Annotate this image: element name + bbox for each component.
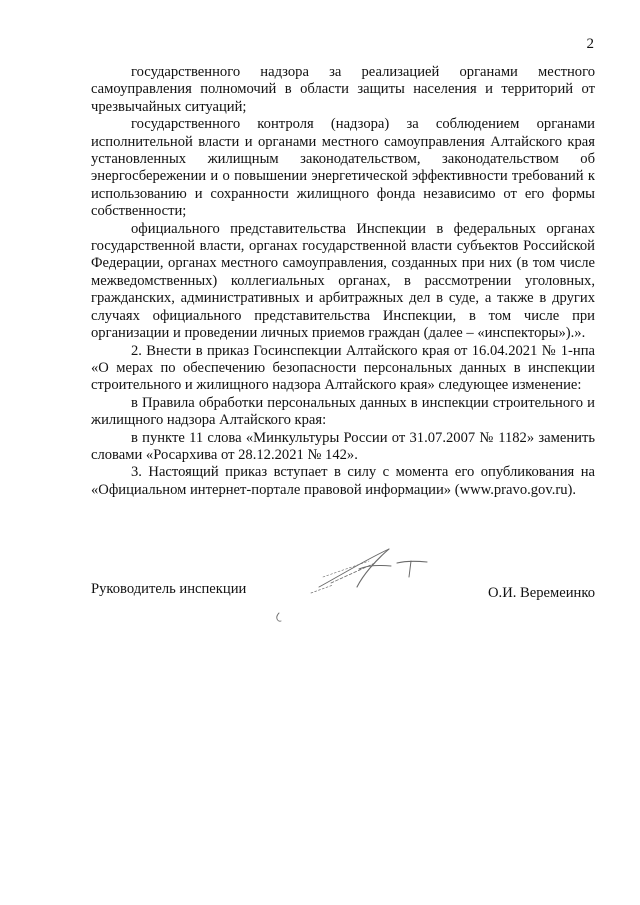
page-number: 2 (586, 36, 594, 52)
paragraph-item-2: 2. Внести в приказ Госинспекции Алтайского края от 16.04.2021 № 1-нпа «О мерах по обеспечению безопасности персональных данных в инспекции строительного и жилищного надзора Алтайского края» следующее изменение: (91, 342, 595, 394)
paragraph-official-representation: официального представительства Инспекции в федеральных органах государственной власти, органах государственной власти субъектов Российской Федерации, органах местного самоуправления, созданных при них (в том числе межведомственных) коллегиальных органах, в рассмотрении уголовных, гражданских, административных и арбитражных дел в суде, а также в других случаях официального представительства Инспекции, в том числе при организации и проведении личных приемов граждан (далее – «инспекторы»).». (91, 220, 595, 342)
paragraph-item-3: 3. Настоящий приказ вступает в силу с момента его опубликования на «Официальном интернет-портале правовой информации» (www.pravo.gov.ru). (91, 464, 595, 498)
paragraph-rules-amendment: в Правила обработки персональных данных в инспекции строительного и жилищного надзора Алтайского края: (91, 394, 595, 429)
paragraph-supervision-emergencies: государственного надзора за реализацией органами местного самоуправления полномочий в области защиты населения и территорий от чрезвычайных ситуаций; (91, 64, 595, 115)
signatory-title: Руководитель инспекции (91, 581, 247, 597)
signature-block (91, 575, 595, 635)
paragraph-clause-11: в пункте 11 слова «Минкультуры России от 31.07.2007 № 1182» заменить словами «Росархива от 28.12.2021 № 142». (91, 429, 595, 463)
paragraph-housing-control: государственного контроля (надзора) за соблюдением органами исполнительной власти и органами местного самоуправления Алтайского края установленных жилищным законодательством, законодательством об энергосбережении и о повышении энергетической эффективности требований к использованию и сохранности жилищного фонда независимо от его формы собственности; (91, 116, 595, 220)
handwritten-signature (271, 547, 441, 627)
signatory-name: О.И. Веремеинко (488, 585, 595, 601)
document-body (91, 64, 595, 499)
